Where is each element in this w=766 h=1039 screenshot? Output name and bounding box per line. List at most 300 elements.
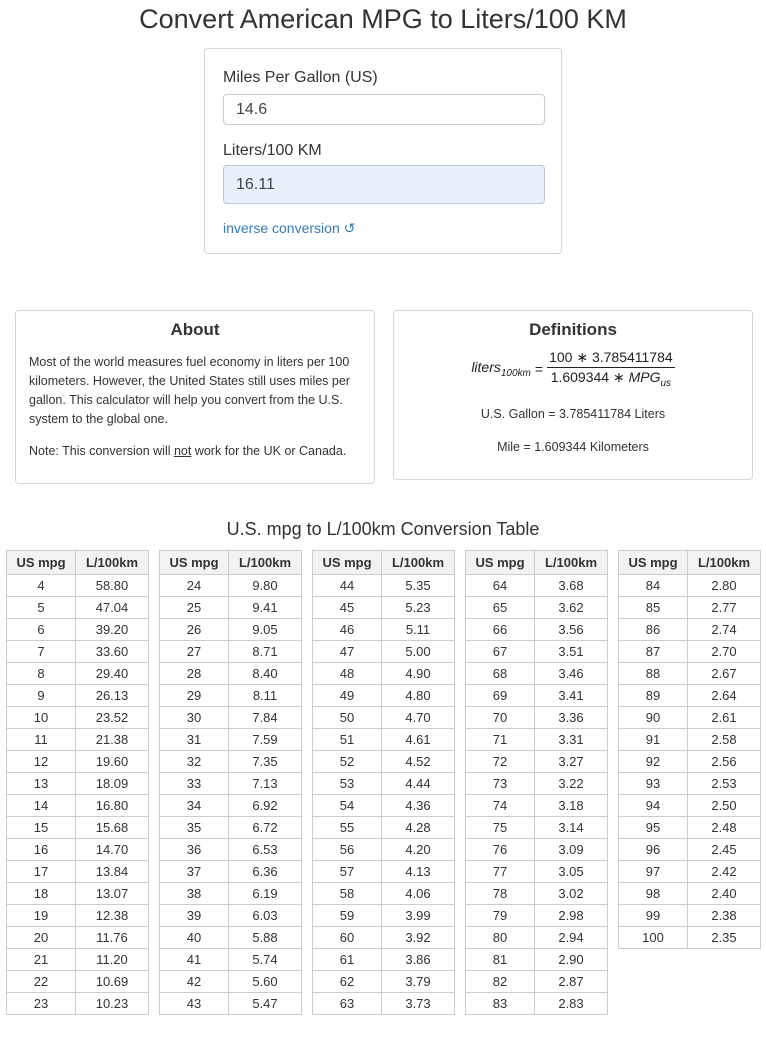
- lkm-cell: 3.09: [535, 839, 608, 861]
- table-row: [313, 949, 455, 971]
- lkm-cell: 2.98: [535, 905, 608, 927]
- table-row: [7, 905, 149, 927]
- mpg-cell: 75: [466, 817, 535, 839]
- lkm-cell: 6.19: [229, 883, 302, 905]
- mpg-cell: 58: [313, 883, 382, 905]
- mpg-cell: 39: [160, 905, 229, 927]
- conversion-table: [465, 550, 608, 1015]
- lkm-cell: 2.48: [688, 817, 761, 839]
- mpg-cell: 72: [466, 751, 535, 773]
- mpg-cell: 67: [466, 641, 535, 663]
- lkm-cell: 4.20: [382, 839, 455, 861]
- mpg-cell: 56: [313, 839, 382, 861]
- mpg-cell: 88: [619, 663, 688, 685]
- lkm-cell: 2.90: [535, 949, 608, 971]
- mpg-cell: 6: [7, 619, 76, 641]
- lkm-cell: 4.06: [382, 883, 455, 905]
- mpg-cell: 55: [313, 817, 382, 839]
- table-row: [7, 685, 149, 707]
- table-row: [160, 883, 302, 905]
- table-row: [160, 817, 302, 839]
- mpg-cell: 26: [160, 619, 229, 641]
- lkm-cell: 13.84: [76, 861, 149, 883]
- lkm-cell: 16.80: [76, 795, 149, 817]
- mpg-cell: 81: [466, 949, 535, 971]
- mpg-cell: 37: [160, 861, 229, 883]
- table-row: [619, 795, 761, 817]
- col-header-lkm: L/100km: [229, 551, 302, 575]
- lkm-cell: 2.45: [688, 839, 761, 861]
- lkm-cell: 2.67: [688, 663, 761, 685]
- inverse-conversion-link[interactable]: inverse conversion ↺: [223, 220, 356, 236]
- lkm-cell: 3.56: [535, 619, 608, 641]
- definitions-panel: [393, 310, 753, 480]
- col-header-mpg: US mpg: [619, 551, 688, 575]
- mpg-cell: 27: [160, 641, 229, 663]
- lkm-cell: 2.64: [688, 685, 761, 707]
- table-row: [466, 795, 608, 817]
- mpg-cell: 44: [313, 575, 382, 597]
- table-row: [466, 641, 608, 663]
- lkm-cell: 3.92: [382, 927, 455, 949]
- table-row: [619, 685, 761, 707]
- lkm-cell: 5.88: [229, 927, 302, 949]
- lkm-cell: 2.53: [688, 773, 761, 795]
- mpg-cell: 30: [160, 707, 229, 729]
- mpg-cell: 17: [7, 861, 76, 883]
- lkm-cell: 2.61: [688, 707, 761, 729]
- table-row: [619, 883, 761, 905]
- mpg-cell: 100: [619, 927, 688, 949]
- lkm-cell: 14.70: [76, 839, 149, 861]
- mpg-cell: 5: [7, 597, 76, 619]
- mpg-cell: 86: [619, 619, 688, 641]
- table-row: [160, 663, 302, 685]
- table-row: [160, 971, 302, 993]
- mpg-cell: 65: [466, 597, 535, 619]
- table-row: [7, 729, 149, 751]
- lkm-cell: 58.80: [76, 575, 149, 597]
- lkm-cell: 7.84: [229, 707, 302, 729]
- lkm-cell: 7.13: [229, 773, 302, 795]
- table-row: [466, 729, 608, 751]
- lkm-cell: 3.18: [535, 795, 608, 817]
- mpg-cell: 10: [7, 707, 76, 729]
- table-row: [466, 861, 608, 883]
- mpg-cell: 50: [313, 707, 382, 729]
- mpg-cell: 70: [466, 707, 535, 729]
- mpg-cell: 43: [160, 993, 229, 1015]
- table-row: [619, 641, 761, 663]
- mpg-cell: 25: [160, 597, 229, 619]
- lkm-cell: 5.47: [229, 993, 302, 1015]
- mpg-cell: 90: [619, 707, 688, 729]
- table-row: [7, 993, 149, 1015]
- lkm-cell: 6.53: [229, 839, 302, 861]
- mpg-cell: 20: [7, 927, 76, 949]
- mpg-cell: 41: [160, 949, 229, 971]
- mpg-cell: 89: [619, 685, 688, 707]
- converter-box: [204, 48, 562, 254]
- mpg-cell: 61: [313, 949, 382, 971]
- table-row: [160, 839, 302, 861]
- table-row: [7, 971, 149, 993]
- table-row: [619, 905, 761, 927]
- mpg-cell: 18: [7, 883, 76, 905]
- table-row: [619, 663, 761, 685]
- mpg-cell: 49: [313, 685, 382, 707]
- table-row: [466, 685, 608, 707]
- mpg-cell: 38: [160, 883, 229, 905]
- table-row: [313, 729, 455, 751]
- table-row: [313, 575, 455, 597]
- col-header-mpg: US mpg: [313, 551, 382, 575]
- table-row: [7, 641, 149, 663]
- lkm-cell: 11.20: [76, 949, 149, 971]
- table-row: [7, 575, 149, 597]
- table-row: [160, 597, 302, 619]
- mpg-cell: 84: [619, 575, 688, 597]
- mpg-cell: 54: [313, 795, 382, 817]
- table-row: [466, 751, 608, 773]
- mpg-cell: 13: [7, 773, 76, 795]
- gallon-definition: U.S. Gallon = 3.785411784 Liters: [480, 407, 666, 421]
- lkm-cell: 5.11: [382, 619, 455, 641]
- table-row: [313, 795, 455, 817]
- table-row: [7, 795, 149, 817]
- lkm-cell: 4.90: [382, 663, 455, 685]
- lkm-label: Liters/100 KM: [223, 142, 322, 159]
- lkm-cell: 2.87: [535, 971, 608, 993]
- conversion-table: [6, 550, 149, 1015]
- mpg-cell: 8: [7, 663, 76, 685]
- table-row: [7, 751, 149, 773]
- mpg-input[interactable]: [223, 94, 545, 125]
- mpg-cell: 68: [466, 663, 535, 685]
- col-header-mpg: US mpg: [466, 551, 535, 575]
- mpg-cell: 73: [466, 773, 535, 795]
- lkm-cell: 3.99: [382, 905, 455, 927]
- lkm-cell: 8.71: [229, 641, 302, 663]
- table-row: [160, 707, 302, 729]
- lkm-cell: 3.27: [535, 751, 608, 773]
- lkm-cell: 2.74: [688, 619, 761, 641]
- lkm-cell: 3.02: [535, 883, 608, 905]
- col-header-lkm: L/100km: [76, 551, 149, 575]
- table-row: [7, 817, 149, 839]
- mpg-cell: 23: [7, 993, 76, 1015]
- mpg-cell: 66: [466, 619, 535, 641]
- table-row: [313, 751, 455, 773]
- mpg-cell: 16: [7, 839, 76, 861]
- lkm-cell: 15.68: [76, 817, 149, 839]
- lkm-cell: 3.86: [382, 949, 455, 971]
- table-row: [7, 839, 149, 861]
- mpg-cell: 63: [313, 993, 382, 1015]
- table-row: [7, 619, 149, 641]
- table-row: [313, 861, 455, 883]
- mpg-cell: 31: [160, 729, 229, 751]
- lkm-cell: 13.07: [76, 883, 149, 905]
- table-row: [7, 707, 149, 729]
- lkm-cell: 3.68: [535, 575, 608, 597]
- mpg-cell: 45: [313, 597, 382, 619]
- table-row: [160, 795, 302, 817]
- mpg-cell: 28: [160, 663, 229, 685]
- lkm-cell: 9.05: [229, 619, 302, 641]
- mpg-cell: 32: [160, 751, 229, 773]
- mpg-cell: 82: [466, 971, 535, 993]
- table-row: [313, 685, 455, 707]
- lkm-cell: 4.52: [382, 751, 455, 773]
- lkm-cell: 47.04: [76, 597, 149, 619]
- mpg-cell: 40: [160, 927, 229, 949]
- lkm-cell: 33.60: [76, 641, 149, 663]
- table-row: [7, 949, 149, 971]
- lkm-cell: 5.00: [382, 641, 455, 663]
- mpg-cell: 93: [619, 773, 688, 795]
- page-title: Convert American MPG to Liters/100 KM: [139, 4, 627, 34]
- lkm-cell: 3.36: [535, 707, 608, 729]
- mpg-cell: 46: [313, 619, 382, 641]
- table-row: [313, 597, 455, 619]
- table-row: [7, 861, 149, 883]
- mpg-cell: 74: [466, 795, 535, 817]
- mpg-cell: 11: [7, 729, 76, 751]
- mpg-cell: 97: [619, 861, 688, 883]
- lkm-cell: 19.60: [76, 751, 149, 773]
- mpg-cell: 4: [7, 575, 76, 597]
- table-row: [160, 773, 302, 795]
- lkm-cell: 4.44: [382, 773, 455, 795]
- mpg-cell: 99: [619, 905, 688, 927]
- mpg-cell: 34: [160, 795, 229, 817]
- mpg-cell: 95: [619, 817, 688, 839]
- mpg-cell: 48: [313, 663, 382, 685]
- table-row: [619, 927, 761, 949]
- table-row: [160, 751, 302, 773]
- lkm-cell: 21.38: [76, 729, 149, 751]
- table-row: [466, 905, 608, 927]
- table-row: [7, 883, 149, 905]
- lkm-cell: 3.46: [535, 663, 608, 685]
- mpg-cell: 59: [313, 905, 382, 927]
- lkm-cell: 3.22: [535, 773, 608, 795]
- table-row: [160, 619, 302, 641]
- table-row: [466, 663, 608, 685]
- table-row: [313, 663, 455, 685]
- formula-denominator: 1.609344 ∗ $MPG_{us}$: [550, 369, 672, 389]
- mpg-cell: 15: [7, 817, 76, 839]
- lkm-cell: 3.73: [382, 993, 455, 1015]
- not-emphasis: not: [173, 444, 192, 458]
- table-row: [7, 927, 149, 949]
- table-row: [7, 663, 149, 685]
- lkm-cell: 3.31: [535, 729, 608, 751]
- lkm-cell: 2.40: [688, 883, 761, 905]
- about-panel: [15, 310, 375, 484]
- table-row: [160, 993, 302, 1015]
- lkm-cell: 26.13: [76, 685, 149, 707]
- mpg-cell: 51: [313, 729, 382, 751]
- mpg-cell: 33: [160, 773, 229, 795]
- lkm-output[interactable]: [223, 165, 545, 204]
- mpg-cell: 57: [313, 861, 382, 883]
- lkm-cell: 3.79: [382, 971, 455, 993]
- mpg-cell: 76: [466, 839, 535, 861]
- about-heading: About: [170, 320, 220, 339]
- table-row: [313, 993, 455, 1015]
- mpg-cell: 96: [619, 839, 688, 861]
- mpg-cell: 79: [466, 905, 535, 927]
- lkm-cell: 4.61: [382, 729, 455, 751]
- table-row: [619, 839, 761, 861]
- lkm-cell: 4.28: [382, 817, 455, 839]
- table-row: [160, 685, 302, 707]
- table-row: [619, 817, 761, 839]
- table-row: [7, 597, 149, 619]
- mpg-cell: 36: [160, 839, 229, 861]
- lkm-cell: 10.23: [76, 993, 149, 1015]
- lkm-cell: 2.35: [688, 927, 761, 949]
- lkm-cell: 3.41: [535, 685, 608, 707]
- table-title: U.S. mpg to L/100km Conversion Table: [226, 519, 540, 539]
- col-header-lkm: L/100km: [382, 551, 455, 575]
- lkm-cell: 7.35: [229, 751, 302, 773]
- table-row: [466, 597, 608, 619]
- col-header-mpg: US mpg: [160, 551, 229, 575]
- table-row: [160, 641, 302, 663]
- table-row: [466, 993, 608, 1015]
- lkm-cell: 3.51: [535, 641, 608, 663]
- lkm-cell: 3.14: [535, 817, 608, 839]
- table-row: [313, 817, 455, 839]
- lkm-cell: 8.11: [229, 685, 302, 707]
- mpg-cell: 77: [466, 861, 535, 883]
- mpg-cell: 24: [160, 575, 229, 597]
- mpg-cell: 12: [7, 751, 76, 773]
- lkm-cell: 5.23: [382, 597, 455, 619]
- mpg-cell: 69: [466, 685, 535, 707]
- mpg-cell: 42: [160, 971, 229, 993]
- table-row: [466, 575, 608, 597]
- about-note: Note: This conversion will not work for the UK or Canada.: [29, 444, 347, 458]
- lkm-cell: 2.42: [688, 861, 761, 883]
- lkm-cell: 2.56: [688, 751, 761, 773]
- table-row: [619, 619, 761, 641]
- lkm-cell: 12.38: [76, 905, 149, 927]
- lkm-cell: 2.70: [688, 641, 761, 663]
- lkm-cell: 2.94: [535, 927, 608, 949]
- table-row: [619, 773, 761, 795]
- lkm-cell: 2.77: [688, 597, 761, 619]
- table-row: [160, 927, 302, 949]
- mpg-cell: 71: [466, 729, 535, 751]
- table-row: [466, 927, 608, 949]
- table-row: [313, 707, 455, 729]
- lkm-cell: 10.69: [76, 971, 149, 993]
- mpg-cell: 52: [313, 751, 382, 773]
- table-row: [466, 949, 608, 971]
- table-row: [619, 751, 761, 773]
- table-row: [619, 729, 761, 751]
- conversion-table: [159, 550, 302, 1015]
- lkm-cell: 5.35: [382, 575, 455, 597]
- mpg-cell: 29: [160, 685, 229, 707]
- table-row: [160, 861, 302, 883]
- lkm-cell: 4.13: [382, 861, 455, 883]
- lkm-cell: 3.62: [535, 597, 608, 619]
- lkm-cell: 8.40: [229, 663, 302, 685]
- mpg-cell: 80: [466, 927, 535, 949]
- lkm-cell: 2.38: [688, 905, 761, 927]
- lkm-cell: 23.52: [76, 707, 149, 729]
- lkm-cell: 2.50: [688, 795, 761, 817]
- formula-numerator: 100 ∗ 3.785411784: [547, 349, 675, 368]
- conversion-table: [312, 550, 455, 1015]
- table-row: [466, 817, 608, 839]
- mpg-cell: 60: [313, 927, 382, 949]
- mpg-cell: 19: [7, 905, 76, 927]
- mpg-cell: 22: [7, 971, 76, 993]
- table-row: [466, 971, 608, 993]
- table-row: [619, 575, 761, 597]
- table-row: [619, 707, 761, 729]
- lkm-cell: 2.58: [688, 729, 761, 751]
- mpg-cell: 64: [466, 575, 535, 597]
- lkm-cell: 6.36: [229, 861, 302, 883]
- lkm-cell: 7.59: [229, 729, 302, 751]
- lkm-cell: 6.72: [229, 817, 302, 839]
- mpg-cell: 85: [619, 597, 688, 619]
- mpg-cell: 53: [313, 773, 382, 795]
- lkm-cell: 29.40: [76, 663, 149, 685]
- table-row: [466, 707, 608, 729]
- definitions-heading: Definitions: [529, 320, 617, 339]
- table-row: [160, 905, 302, 927]
- lkm-cell: 11.76: [76, 927, 149, 949]
- about-text: Most of the world measures fuel economy in liters per 100 kilometers. However, the United States still uses miles per gallon. This calculator will help you convert from the U.S. system to the global one.: [29, 355, 350, 426]
- lkm-cell: 2.83: [535, 993, 608, 1015]
- table-row: [160, 729, 302, 751]
- table-row: [313, 773, 455, 795]
- mpg-cell: 62: [313, 971, 382, 993]
- mpg-cell: 7: [7, 641, 76, 663]
- lkm-cell: 2.80: [688, 575, 761, 597]
- mpg-cell: 47: [313, 641, 382, 663]
- mpg-cell: 91: [619, 729, 688, 751]
- table-row: [466, 883, 608, 905]
- col-header-lkm: L/100km: [688, 551, 761, 575]
- table-row: [313, 927, 455, 949]
- table-row: [466, 619, 608, 641]
- table-row: [313, 883, 455, 905]
- table-row: [466, 773, 608, 795]
- lkm-cell: 6.92: [229, 795, 302, 817]
- table-row: [619, 861, 761, 883]
- mpg-label: Miles Per Gallon (US): [223, 69, 378, 86]
- table-row: [313, 905, 455, 927]
- lkm-cell: 39.20: [76, 619, 149, 641]
- table-row: [313, 971, 455, 993]
- lkm-cell: 18.09: [76, 773, 149, 795]
- conversion-formula: liters$_{100km}$ = $\frac{100 ∗ 3.785411784}{1.609344 ∗ MPG_{us}}$: [471, 349, 673, 389]
- mpg-cell: 98: [619, 883, 688, 905]
- lkm-cell: 5.60: [229, 971, 302, 993]
- mpg-cell: 87: [619, 641, 688, 663]
- mpg-cell: 78: [466, 883, 535, 905]
- table-row: [466, 839, 608, 861]
